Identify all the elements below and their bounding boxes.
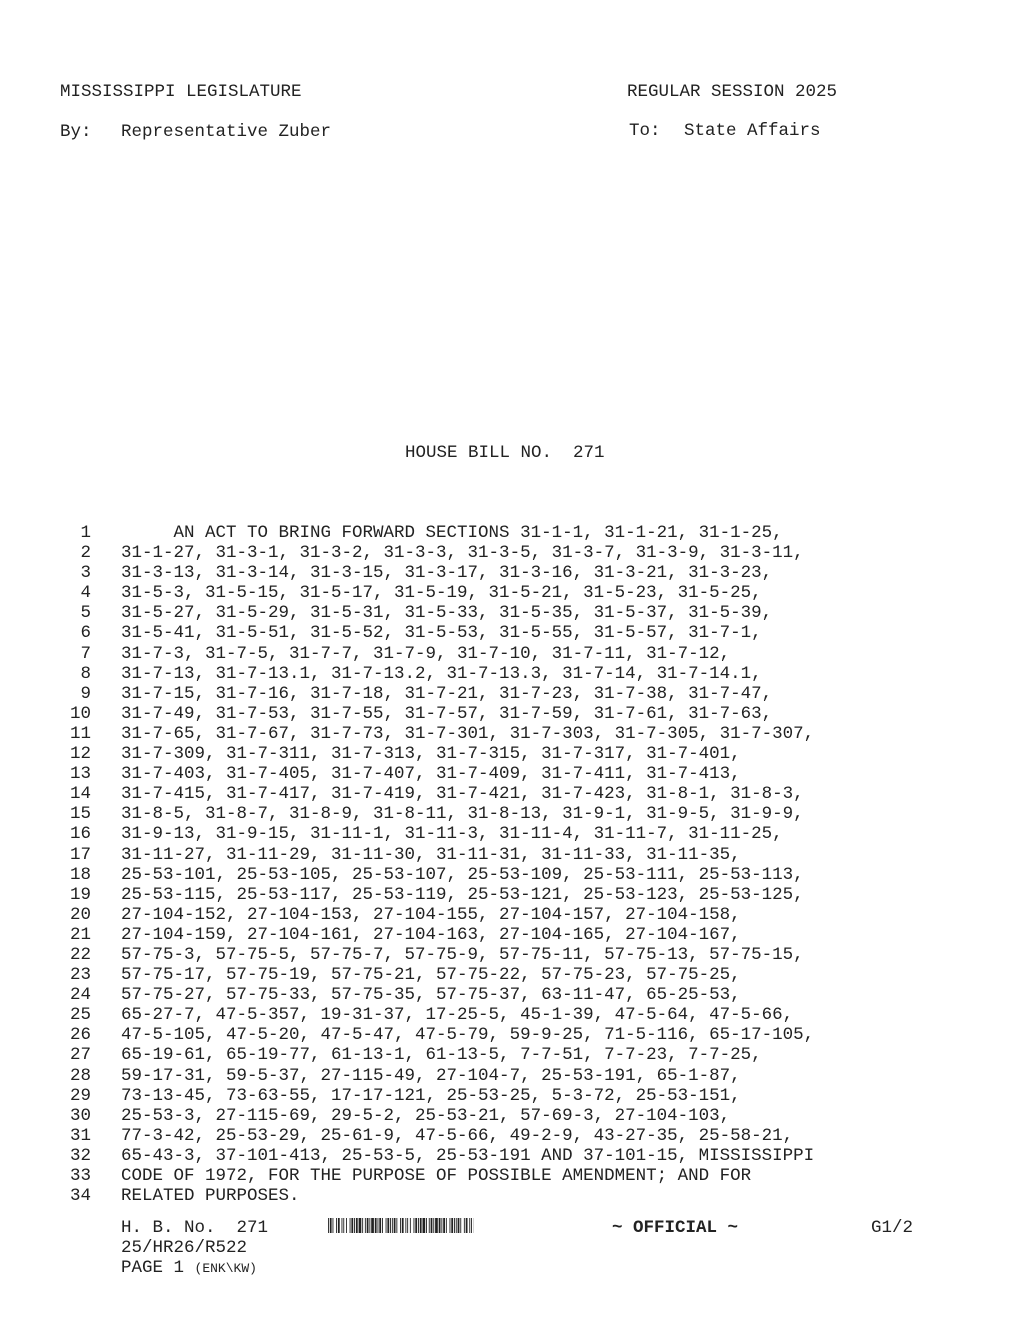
bill-line bbox=[0, 1066, 1024, 1086]
line-text: 57-75-17, 57-75-19, 57-75-21, 57-75-22, 57-75-23, 57-75-25, bbox=[121, 965, 741, 986]
bill-line bbox=[0, 523, 1024, 543]
bill-line bbox=[0, 603, 1024, 623]
line-number: 24 bbox=[69, 985, 91, 1006]
line-number: 2 bbox=[80, 543, 91, 564]
line-number: 7 bbox=[80, 643, 91, 664]
bill-line bbox=[0, 865, 1024, 885]
line-text: 25-53-115, 25-53-117, 25-53-119, 25-53-121, 25-53-123, 25-53-125, bbox=[121, 884, 804, 905]
bill-line bbox=[0, 824, 1024, 844]
line-number: 3 bbox=[80, 563, 91, 584]
line-number: 30 bbox=[69, 1105, 91, 1126]
line-text: 73-13-45, 73-63-55, 17-17-121, 25-53-25, 5-3-72, 25-53-151, bbox=[121, 1085, 741, 1106]
line-text: 65-19-61, 65-19-77, 61-13-1, 61-13-5, 7-7-51, 7-7-23, 7-7-25, bbox=[121, 1045, 762, 1066]
committee-name: State Affairs bbox=[684, 121, 821, 141]
line-text: 31-7-65, 31-7-67, 31-7-73, 31-7-301, 31-7-303, 31-7-305, 31-7-307, bbox=[121, 723, 815, 744]
official-label: ~ OFFICIAL ~ bbox=[612, 1218, 739, 1238]
bill-line bbox=[0, 583, 1024, 603]
line-number: 18 bbox=[69, 864, 91, 885]
line-text: 65-43-3, 37-101-413, 25-53-5, 25-53-191 AND 37-101-15, MISSISSIPPI bbox=[121, 1145, 815, 1166]
footer-group: G1/2 bbox=[871, 1218, 914, 1238]
line-text: 31-7-49, 31-7-53, 31-7-55, 31-7-57, 31-7-59, 31-7-61, 31-7-63, bbox=[121, 703, 773, 724]
bill-line bbox=[0, 664, 1024, 684]
bill-line bbox=[0, 845, 1024, 865]
line-text: 31-1-27, 31-3-1, 31-3-2, 31-3-3, 31-3-5, 31-3-7, 31-3-9, 31-3-11, bbox=[121, 543, 804, 564]
line-number: 17 bbox=[69, 844, 91, 865]
line-number: 19 bbox=[69, 884, 91, 905]
line-text: 47-5-105, 47-5-20, 47-5-47, 47-5-79, 59-9-25, 71-5-116, 65-17-105, bbox=[121, 1025, 815, 1046]
bill-line bbox=[0, 1025, 1024, 1045]
line-number: 10 bbox=[69, 703, 91, 724]
line-text: 31-3-13, 31-3-14, 31-3-15, 31-3-17, 31-3-16, 31-3-21, 31-3-23, bbox=[121, 563, 773, 584]
bill-line bbox=[0, 764, 1024, 784]
line-text: 31-5-41, 31-5-51, 31-5-52, 31-5-53, 31-5-55, 31-5-57, 31-7-1, bbox=[121, 623, 762, 644]
line-number: 5 bbox=[80, 603, 91, 624]
line-number: 11 bbox=[69, 723, 91, 744]
bill-line bbox=[0, 1045, 1024, 1065]
bill-line bbox=[0, 985, 1024, 1005]
bill-line bbox=[0, 563, 1024, 583]
bill-line bbox=[0, 684, 1024, 704]
line-number: 32 bbox=[69, 1145, 91, 1166]
line-text: 31-7-15, 31-7-16, 31-7-18, 31-7-21, 31-7-23, 31-7-38, 31-7-47, bbox=[121, 683, 773, 704]
bill-line bbox=[0, 885, 1024, 905]
bill-title: HOUSE BILL NO. 271 bbox=[405, 443, 605, 463]
line-text: 31-8-5, 31-8-7, 31-8-9, 31-8-11, 31-8-13, 31-9-1, 31-9-5, 31-9-9, bbox=[121, 804, 804, 825]
line-number: 8 bbox=[80, 663, 91, 684]
bill-line bbox=[0, 945, 1024, 965]
line-number: 29 bbox=[69, 1085, 91, 1106]
bill-line bbox=[0, 1146, 1024, 1166]
sponsor-name: Representative Zuber bbox=[121, 122, 332, 142]
footer-page bbox=[121, 1258, 257, 1279]
line-number: 21 bbox=[69, 924, 91, 945]
line-number: 12 bbox=[69, 744, 91, 765]
line-text: 57-75-27, 57-75-33, 57-75-35, 57-75-37, 63-11-47, 65-25-53, bbox=[121, 985, 741, 1006]
session-label: REGULAR SESSION 2025 bbox=[627, 82, 838, 102]
bill-line bbox=[0, 1005, 1024, 1025]
line-text: 59-17-31, 59-5-37, 27-115-49, 27-104-7, 25-53-191, 65-1-87, bbox=[121, 1065, 741, 1086]
line-text: CODE OF 1972, FOR THE PURPOSE OF POSSIBLE AMENDMENT; AND FOR bbox=[121, 1166, 752, 1186]
to-label: To: bbox=[629, 121, 661, 141]
page-number: PAGE 1 bbox=[121, 1258, 185, 1278]
line-number: 4 bbox=[80, 583, 91, 604]
bill-line bbox=[0, 724, 1024, 744]
line-number: 22 bbox=[69, 944, 91, 965]
line-text: 57-75-3, 57-75-5, 57-75-7, 57-75-9, 57-75-11, 57-75-13, 57-75-15, bbox=[121, 944, 804, 965]
bill-line bbox=[0, 1126, 1024, 1146]
line-number: 25 bbox=[69, 1005, 91, 1026]
line-number: 28 bbox=[69, 1065, 91, 1086]
bill-line bbox=[0, 804, 1024, 824]
legislature-name: MISSISSIPPI LEGISLATURE bbox=[60, 82, 302, 102]
line-number: 6 bbox=[80, 623, 91, 644]
bill-line bbox=[0, 784, 1024, 804]
line-number: 26 bbox=[69, 1025, 91, 1046]
line-text: 27-104-159, 27-104-161, 27-104-163, 27-104-165, 27-104-167, bbox=[121, 924, 741, 945]
bill-line bbox=[0, 644, 1024, 664]
line-number: 16 bbox=[69, 824, 91, 845]
footer-code: 25/HR26/R522 bbox=[121, 1238, 248, 1258]
line-text: 77-3-42, 25-53-29, 25-61-9, 47-5-66, 49-2-9, 43-27-35, 25-58-21, bbox=[121, 1125, 794, 1146]
bill-line bbox=[0, 744, 1024, 764]
bill-line bbox=[0, 623, 1024, 643]
line-text: 25-53-3, 27-115-69, 29-5-2, 25-53-21, 57-69-3, 27-104-103, bbox=[121, 1105, 731, 1126]
line-number: 34 bbox=[69, 1186, 91, 1207]
footer-bill-number: H. B. No. 271 bbox=[121, 1218, 269, 1238]
line-text: 31-7-403, 31-7-405, 31-7-407, 31-7-409, 31-7-411, 31-7-413, bbox=[121, 764, 741, 785]
line-text: 31-7-309, 31-7-311, 31-7-313, 31-7-315, 31-7-317, 31-7-401, bbox=[121, 744, 741, 765]
bill-line bbox=[0, 704, 1024, 724]
line-number: 23 bbox=[69, 965, 91, 986]
line-text: 65-27-7, 47-5-357, 19-31-37, 17-25-5, 45-1-39, 47-5-64, 47-5-66, bbox=[121, 1005, 794, 1026]
bill-text bbox=[0, 523, 1024, 1206]
line-number: 33 bbox=[69, 1166, 91, 1186]
bill-line bbox=[0, 1186, 1024, 1206]
bill-line bbox=[0, 543, 1024, 563]
line-text: 31-5-27, 31-5-29, 31-5-31, 31-5-33, 31-5-35, 31-5-37, 31-5-39, bbox=[121, 603, 773, 624]
line-text: 31-5-3, 31-5-15, 31-5-17, 31-5-19, 31-5-21, 31-5-23, 31-5-25, bbox=[121, 583, 762, 604]
bill-line bbox=[0, 1086, 1024, 1106]
bill-line bbox=[0, 1166, 1024, 1186]
line-number: 31 bbox=[69, 1125, 91, 1146]
bill-line bbox=[0, 905, 1024, 925]
bill-line bbox=[0, 925, 1024, 945]
by-label: By: bbox=[60, 122, 92, 142]
line-number: 27 bbox=[69, 1045, 91, 1066]
barcode-icon bbox=[328, 1218, 474, 1233]
line-number: 14 bbox=[69, 784, 91, 805]
line-number: 1 bbox=[80, 523, 91, 543]
line-text: 31-9-13, 31-9-15, 31-11-1, 31-11-3, 31-11-4, 31-11-7, 31-11-25, bbox=[121, 824, 783, 845]
line-number: 20 bbox=[69, 904, 91, 925]
footer-initials: (ENK\KW) bbox=[194, 1261, 257, 1276]
line-text: 31-7-3, 31-7-5, 31-7-7, 31-7-9, 31-7-10, 31-7-11, 31-7-12, bbox=[121, 643, 731, 664]
line-text: 31-7-415, 31-7-417, 31-7-419, 31-7-421, 31-7-423, 31-8-1, 31-8-3, bbox=[121, 784, 804, 805]
line-text: RELATED PURPOSES. bbox=[121, 1186, 300, 1207]
bill-line bbox=[0, 965, 1024, 985]
line-number: 13 bbox=[69, 764, 91, 785]
bill-line bbox=[0, 1106, 1024, 1126]
line-number: 15 bbox=[69, 804, 91, 825]
line-text: 25-53-101, 25-53-105, 25-53-107, 25-53-109, 25-53-111, 25-53-113, bbox=[121, 864, 804, 885]
line-text: AN ACT TO BRING FORWARD SECTIONS 31-1-1, 31-1-21, 31-1-25, bbox=[121, 523, 783, 543]
line-text: 31-7-13, 31-7-13.1, 31-7-13.2, 31-7-13.3, 31-7-14, 31-7-14.1, bbox=[121, 663, 762, 684]
line-text: 31-11-27, 31-11-29, 31-11-30, 31-11-31, 31-11-33, 31-11-35, bbox=[121, 844, 741, 865]
line-text: 27-104-152, 27-104-153, 27-104-155, 27-104-157, 27-104-158, bbox=[121, 904, 741, 925]
line-number: 9 bbox=[80, 683, 91, 704]
